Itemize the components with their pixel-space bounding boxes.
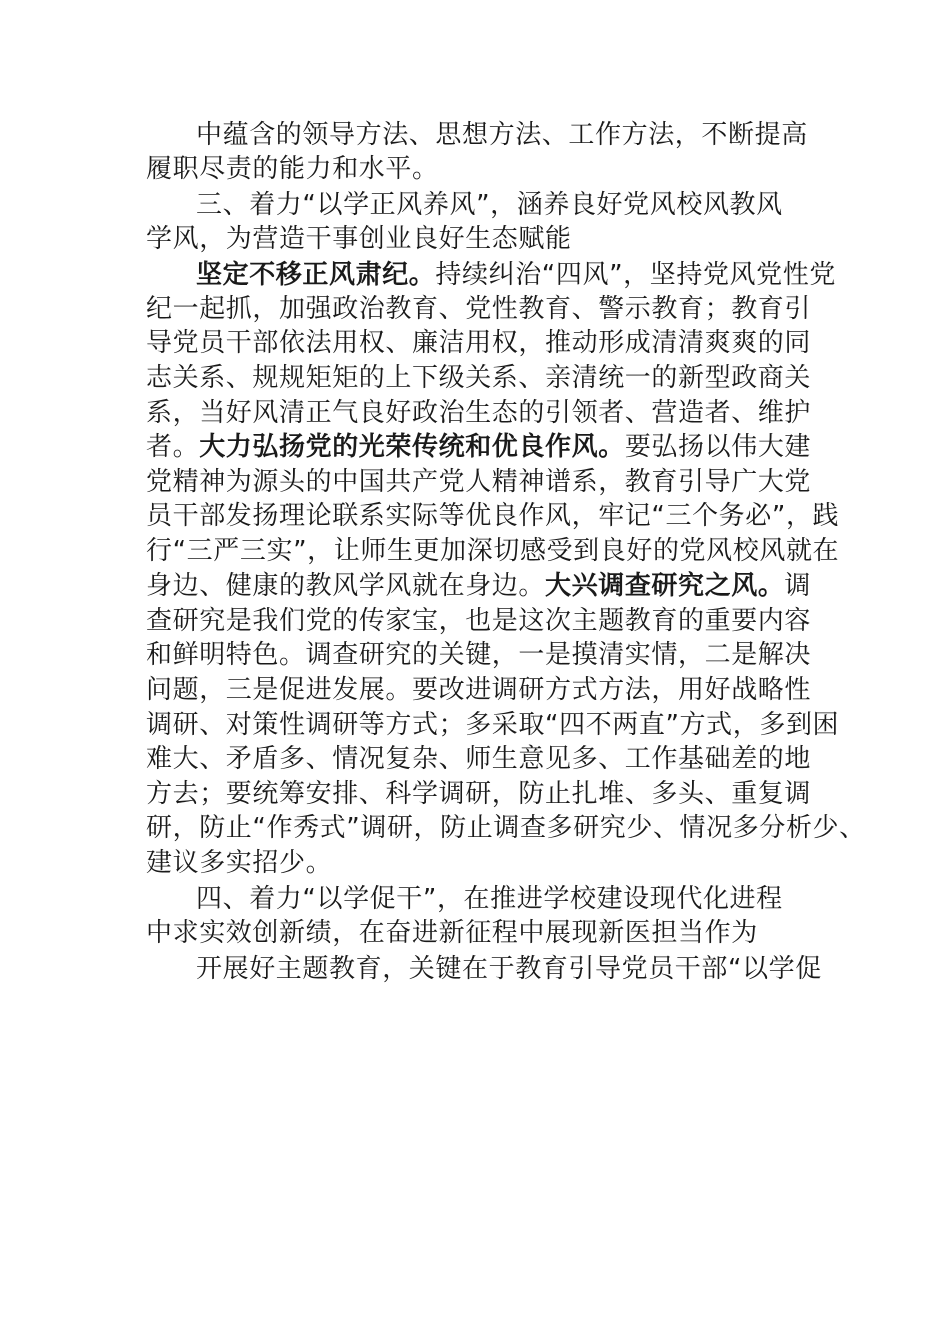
section-heading-4: 中求实效创新绩，在奋进新征程中展现新医担当作为 xyxy=(146,918,758,948)
paragraph-line: 履职尽责的能力和水平。 xyxy=(146,154,439,184)
paragraph-line: 纪一起抓，加强政治教育、党性教育、警示教育；教育引 xyxy=(146,294,812,324)
paragraph-line: 建议多实招少。 xyxy=(146,848,333,878)
paragraph-line: 导党员干部依法用权、廉洁用权，推动形成清清爽爽的同 xyxy=(146,328,812,358)
paragraph-line: 难大、矛盾多、情况复杂、师生意见多、工作基础差的地 xyxy=(146,744,812,774)
bold-subheading: 大力弘扬党的光荣传统和优良作风。 xyxy=(199,432,625,462)
section-heading-4: 四、着力“以学促干”，在推进学校建设现代化进程 xyxy=(196,884,783,914)
paragraph-line: 查研究是我们党的传家宝，也是这次主题教育的重要内容 xyxy=(146,606,812,636)
paragraph-text: 要弘扬以伟大建 xyxy=(624,432,812,462)
paragraph-line: 系，当好风清正气良好政治生态的引领者、营造者、维护 xyxy=(146,398,812,428)
section-heading-3: 三、着力“以学正风养风”，涵养良好党风校风教风 xyxy=(196,190,783,220)
paragraph-line xyxy=(146,569,811,603)
bold-subheading: 坚定不移正风肃纪。 xyxy=(196,260,436,290)
paragraph-line xyxy=(146,430,811,464)
bold-subheading: 大兴调查研究之风。 xyxy=(545,571,785,601)
paragraph-text: 者。 xyxy=(146,432,200,462)
section-heading-3: 学风，为营造干事创业良好生态赋能 xyxy=(146,224,572,254)
paragraph-line: 员干部发扬理论联系实际等优良作风，牢记“三个务必”，践 xyxy=(146,501,840,531)
paragraph-line: 问题，三是促进发展。要改进调研方式方法，用好战略性 xyxy=(146,675,812,705)
paragraph-line: 志关系、规规矩矩的上下级关系、亲清统一的新型政商关 xyxy=(146,363,812,393)
paragraph-line: 开展好主题教育，关键在于教育引导党员干部“以学促 xyxy=(196,954,822,984)
paragraph-line: 调研、对策性调研等方式；多采取“四不两直”方式，多到困 xyxy=(146,710,840,740)
paragraph-text: 持续纠治“四风”，坚持党风党性党 xyxy=(435,260,836,290)
paragraph-text: 调 xyxy=(784,571,812,601)
paragraph-line: 党精神为源头的中国共产党人精神谱系，教育引导广大党 xyxy=(146,467,812,497)
paragraph-line: 研，防止“作秀式”调研，防止调查多研究少、情况多分析少、 xyxy=(146,813,866,843)
paragraph-line: 和鲜明特色。调查研究的关键，一是摸清实情，二是解决 xyxy=(146,640,812,670)
paragraph-line: 方去；要统筹安排、科学调研，防止扎堆、多头、重复调 xyxy=(146,779,812,809)
paragraph-line xyxy=(196,258,836,292)
paragraph-line: 行“三严三实”，让师生更加深切感受到良好的党风校风就在 xyxy=(146,536,840,566)
paragraph-text: 身边、健康的教风学风就在身边。 xyxy=(146,571,546,601)
paragraph-line: 中蕴含的领导方法、思想方法、工作方法，不断提高 xyxy=(196,120,808,150)
